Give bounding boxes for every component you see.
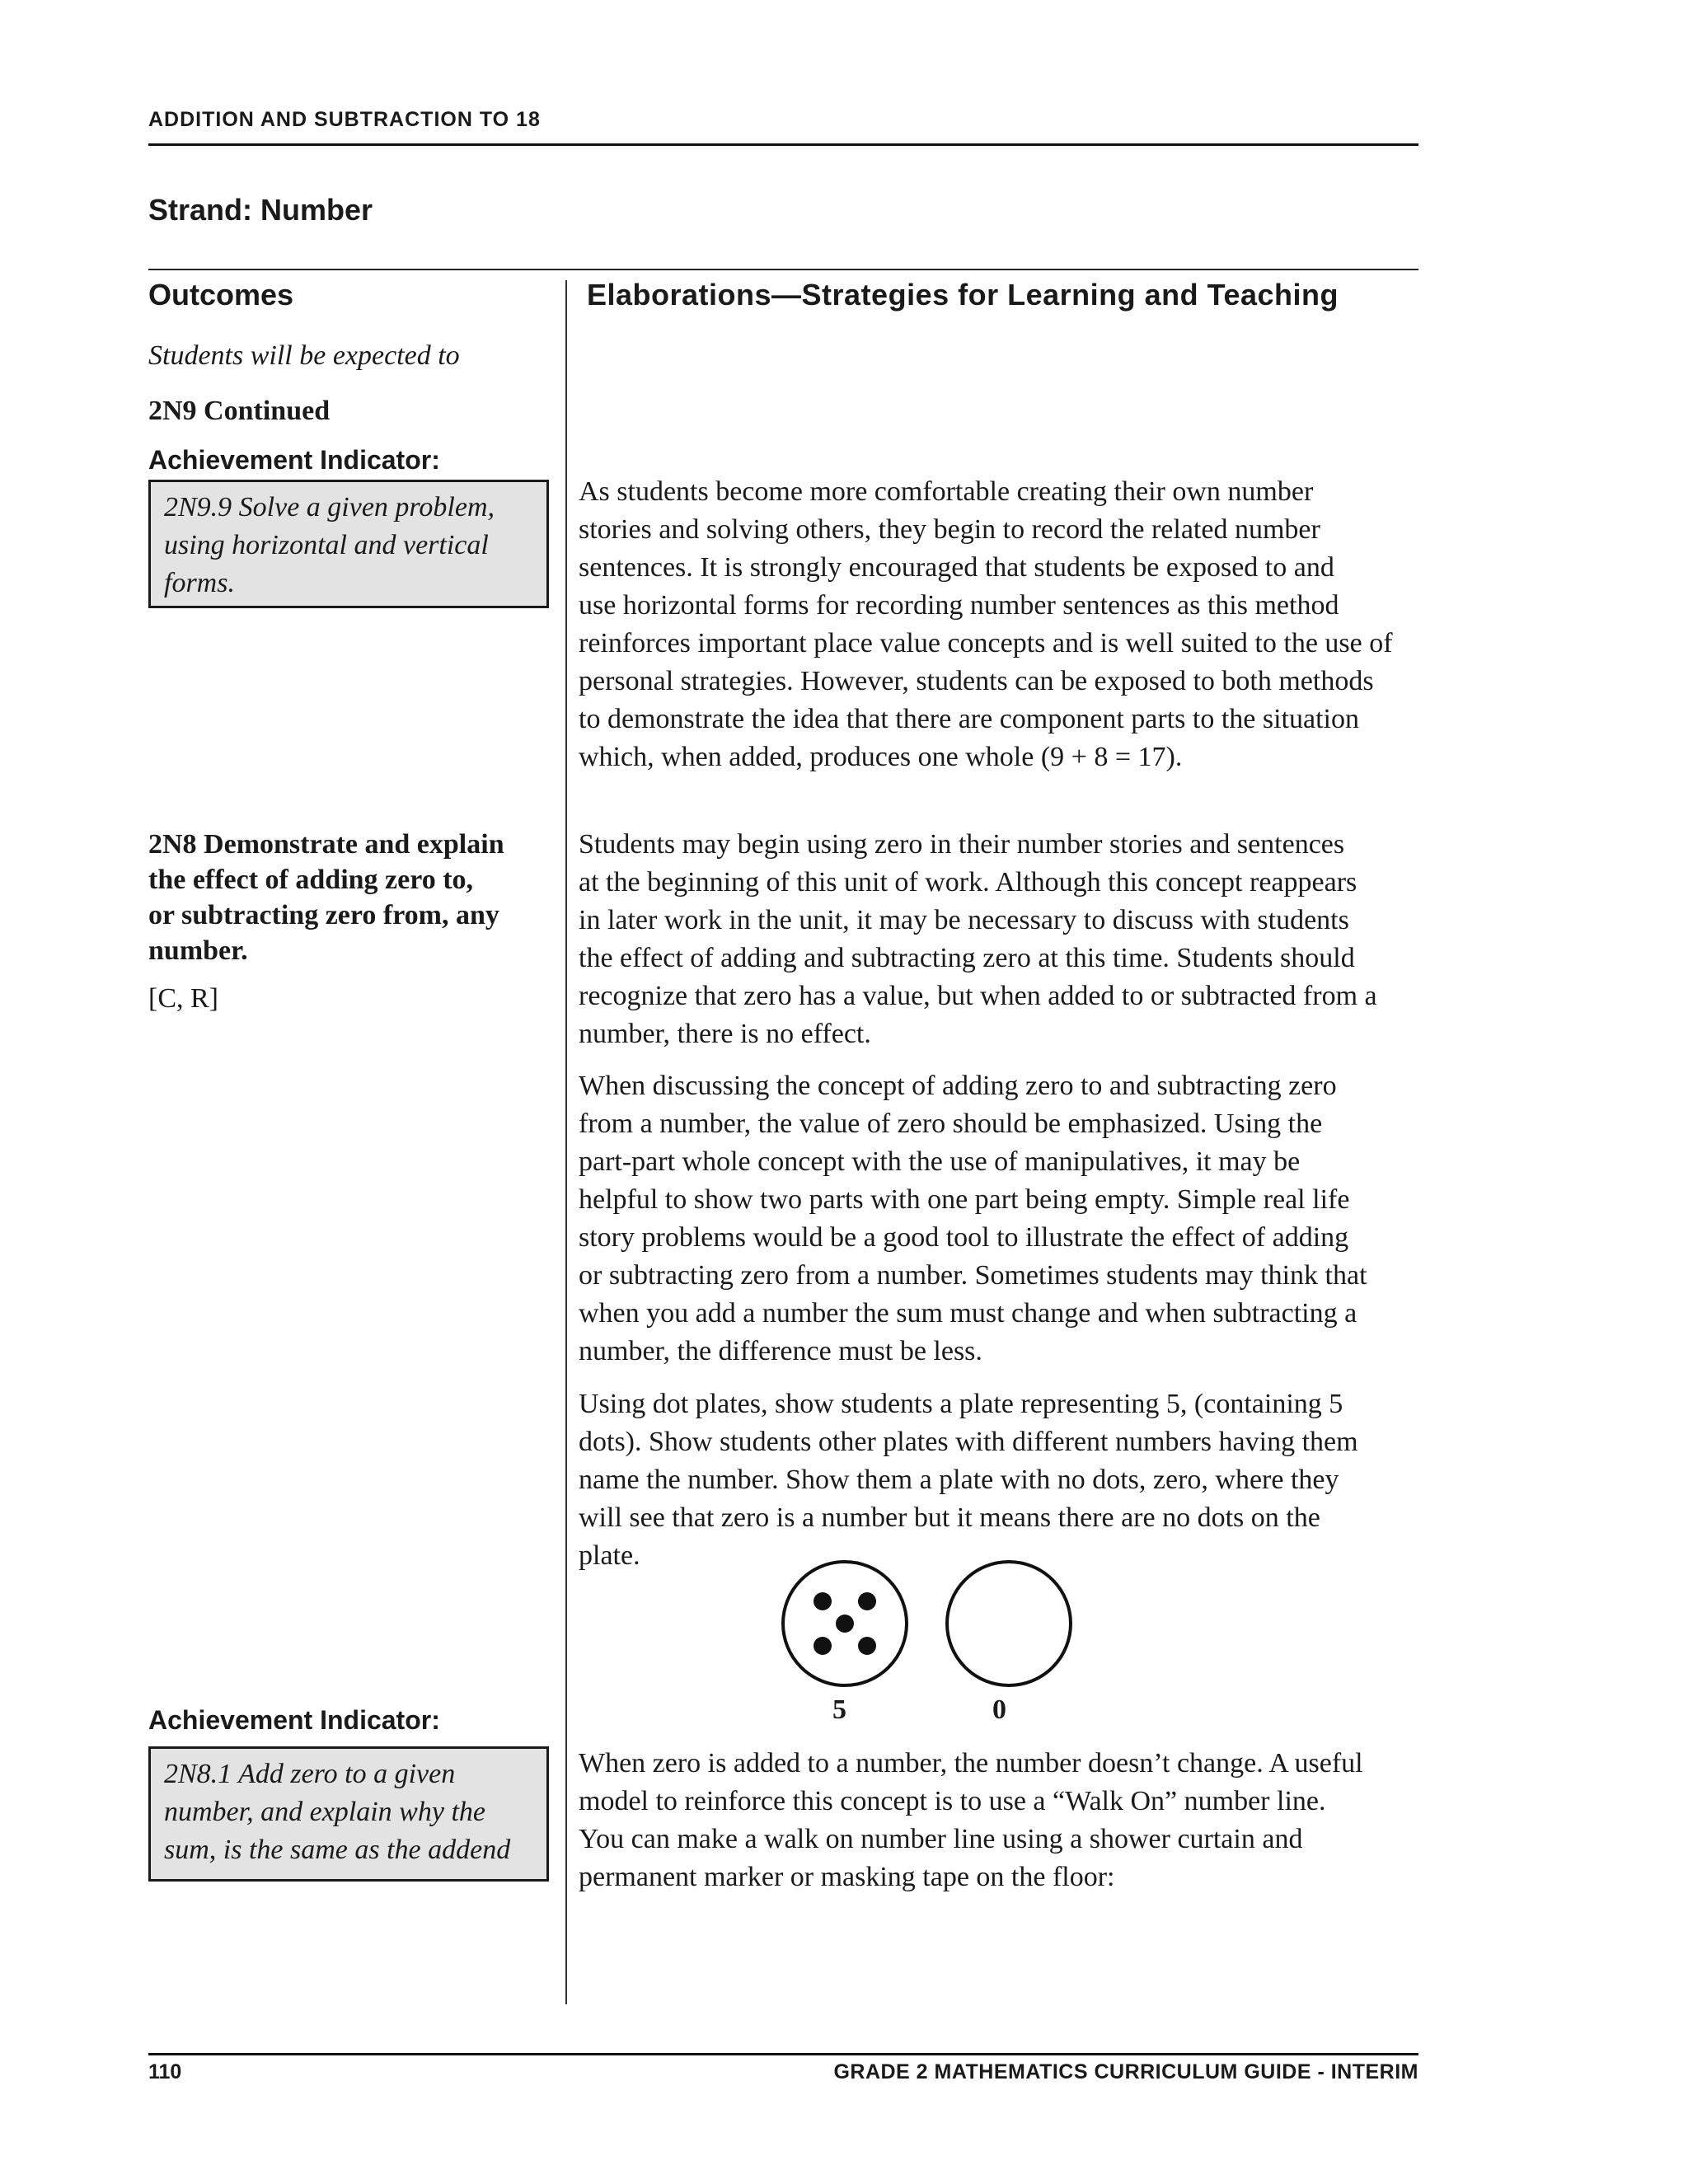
text-line: or subtracting zero from a number. Sometimes students may think that (579, 1260, 1367, 1291)
plate-dot (814, 1592, 832, 1610)
text-line: will see that zero is a number but it means there are no dots on the (579, 1502, 1320, 1533)
achievement-indicator-label: Achievement Indicator: (148, 445, 440, 475)
page-number: 110 (148, 2060, 182, 2083)
indicator-line: 2N9.9 Solve a given problem, (164, 492, 495, 523)
text-line: to demonstrate the idea that there are component parts to the situation (579, 704, 1359, 734)
outcome-line: or subtracting zero from, any (148, 900, 499, 930)
text-line: when you add a number the sum must change and when subtracting a (579, 1298, 1357, 1329)
running-header: ADDITION AND SUBTRACTION TO 18 (148, 108, 541, 131)
elaboration-paragraph-1 (579, 473, 1428, 776)
text-line: which, when added, produces one whole (9 + 8 = 17). (579, 742, 1183, 772)
text-line: You can make a walk on number line using a shower curtain and (579, 1824, 1303, 1854)
text-line: name the number. Show them a plate with no dots, zero, where they (579, 1465, 1339, 1495)
text-line: When zero is added to a number, the number doesn’t change. A useful (579, 1748, 1363, 1779)
text-line: permanent marker or masking tape on the floor: (579, 1862, 1115, 1892)
indicator-line: sum, is the same as the addend (164, 1835, 511, 1865)
indicator-line: using horizontal and vertical (164, 530, 489, 560)
footer-title: GRADE 2 MATHEMATICS CURRICULUM GUIDE - INTERIM (833, 2060, 1418, 2083)
indicator-line: number, and explain why the (164, 1797, 485, 1827)
text-line: number, the difference must be less. (579, 1336, 982, 1366)
text-line: Students may begin using zero in their number stories and sentences (579, 829, 1345, 860)
text-line: part-part whole concept with the use of manipulatives, it may be (579, 1146, 1301, 1177)
dot-plate-zero (947, 1562, 1071, 1685)
outcome-2n8 (148, 827, 552, 968)
text-line: When discussing the concept of adding zero to and subtracting zero (579, 1071, 1337, 1101)
achievement-indicator-2n9-9 (148, 480, 549, 608)
plate-outline (947, 1562, 1071, 1685)
outcome-line: 2N8 Demonstrate and explain (148, 829, 504, 860)
text-line: dots). Show students other plates with different numbers having them (579, 1427, 1358, 1457)
text-line: reinforces important place value concepts and is well suited to the use of (579, 628, 1393, 658)
text-line: As students become more comfortable creating their own number (579, 476, 1314, 507)
text-line: plate. (579, 1540, 640, 1571)
indicator-line: 2N8.1 Add zero to a given (164, 1759, 456, 1789)
dot-plate-five (783, 1562, 907, 1685)
header-rule (148, 143, 1418, 146)
elaborations-heading: Elaborations—Strategies for Learning and Teaching (587, 278, 1339, 312)
text-line: use horizontal forms for recording number sentences as this method (579, 590, 1339, 621)
plate-dot (858, 1637, 876, 1655)
achievement-indicator-label: Achievement Indicator: (148, 1705, 440, 1735)
text-line: story problems would be a good tool to illustrate the effect of adding (579, 1222, 1349, 1253)
plate-dot (814, 1637, 832, 1655)
footer-rule (148, 2053, 1418, 2055)
text-line: personal strategies. However, students can be exposed to both methods (579, 666, 1374, 696)
text-line: sentences. It is strongly encouraged that students be exposed to and (579, 552, 1334, 583)
plate-dot (858, 1592, 876, 1610)
elaboration-paragraph-3 (579, 1067, 1428, 1371)
text-line: Using dot plates, show students a plate representing 5, (containing 5 (579, 1389, 1343, 1419)
outcomes-heading: Outcomes (148, 278, 294, 312)
process-codes: [C, R] (148, 983, 218, 1014)
plate-dot (836, 1615, 854, 1633)
outcome-line: the effect of adding zero to, (148, 865, 474, 895)
text-line: in later work in the unit, it may be necessary to discuss with students (579, 905, 1349, 935)
text-line: number, there is no effect. (579, 1019, 871, 1049)
plate-label-zero: 0 (992, 1694, 1006, 1725)
dot-plates-illustration (775, 1554, 1088, 1694)
elaboration-paragraph-5 (579, 1745, 1428, 1896)
text-line: helpful to show two parts with one part being empty. Simple real life (579, 1184, 1350, 1215)
text-line: at the beginning of this unit of work. Although this concept reappears (579, 867, 1357, 898)
plate-label-five: 5 (832, 1694, 846, 1725)
outcome-line: number. (148, 935, 248, 966)
elaboration-paragraph-2 (579, 826, 1428, 1053)
text-line: the effect of adding and subtracting zero at this time. Students should (579, 943, 1355, 973)
column-header-rule (148, 269, 1418, 270)
elaboration-paragraph-4 (579, 1385, 1428, 1575)
indicator-line: forms. (164, 568, 235, 598)
text-line: recognize that zero has a value, but when added to or subtracted from a (579, 981, 1377, 1011)
outcome-2n9-continued: 2N9 Continued (148, 396, 331, 426)
strand-title: Strand: Number (148, 193, 373, 227)
text-line: model to reinforce this concept is to use a “Walk On” number line. (579, 1786, 1326, 1816)
achievement-indicator-2n8-1 (148, 1746, 549, 1882)
text-line: stories and solving others, they begin to record the related number (579, 514, 1320, 545)
expected-intro: Students will be expected to (148, 340, 460, 371)
text-line: from a number, the value of zero should be emphasized. Using the (579, 1108, 1323, 1139)
column-divider (565, 280, 567, 2004)
